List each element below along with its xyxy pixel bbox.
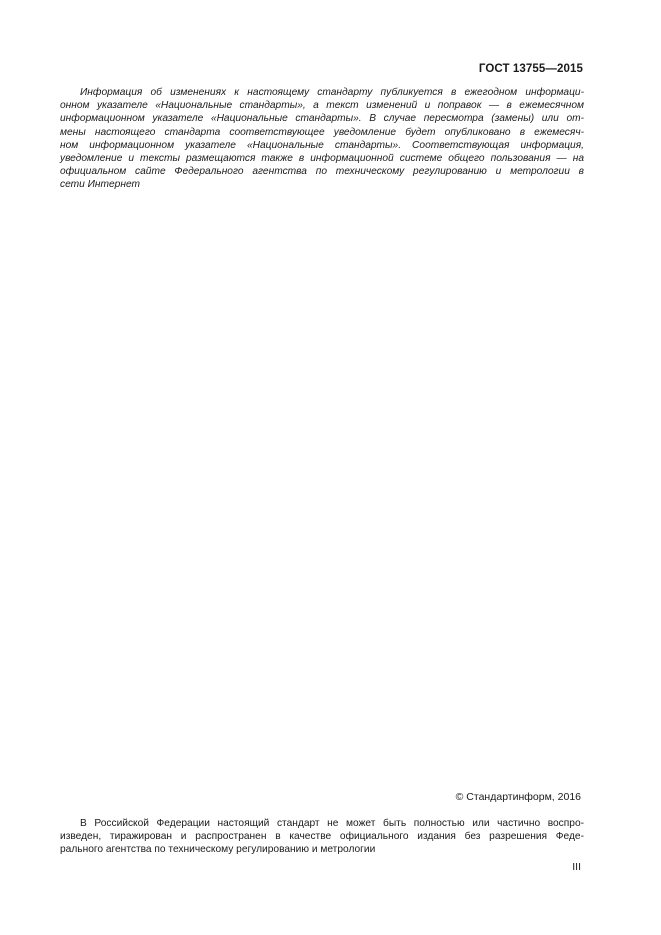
reproduction-notice-paragraph xyxy=(60,817,584,857)
text-line: В Российской Федерации настоящий стандарт не может быть полностью или частично воспро- xyxy=(80,818,584,829)
text-line: мены настоящего стандарта соответствующее уведомление будет опубликовано в ежемесяч- xyxy=(60,126,584,138)
text-line: изведен, тиражирован и распространен в качестве официального издания без разрешения Феде- xyxy=(60,831,584,843)
copyright-notice: © Стандартинформ, 2016 xyxy=(455,791,581,803)
change-info-paragraph xyxy=(60,86,584,192)
text-line: информационном указателе «Национальные стандарты». В случае пересмотра (замены) или от- xyxy=(60,113,584,125)
text-line: официальном сайте Федерального агентства по техническому регулированию и метрологии в xyxy=(60,166,584,178)
text-line: уведомление и тексты размещаются также в информационной системе общего пользования — на xyxy=(60,153,584,165)
page-number: III xyxy=(572,861,581,873)
text-line: онном указателе «Национальные стандарты», а текст изменений и поправок — в ежемесячном xyxy=(60,100,584,112)
text-line: ном информационном указателе «Национальные стандарты». Соответствующая информация, xyxy=(60,139,584,151)
text-line: Информация об изменениях к настоящему стандарту публикуется в ежегодном информаци- xyxy=(80,87,584,98)
text-line: сети Интернет xyxy=(60,179,140,191)
document-code: ГОСТ 13755—2015 xyxy=(478,63,583,75)
text-line: рального агентства по техническому регулированию и метрологии xyxy=(60,844,376,856)
